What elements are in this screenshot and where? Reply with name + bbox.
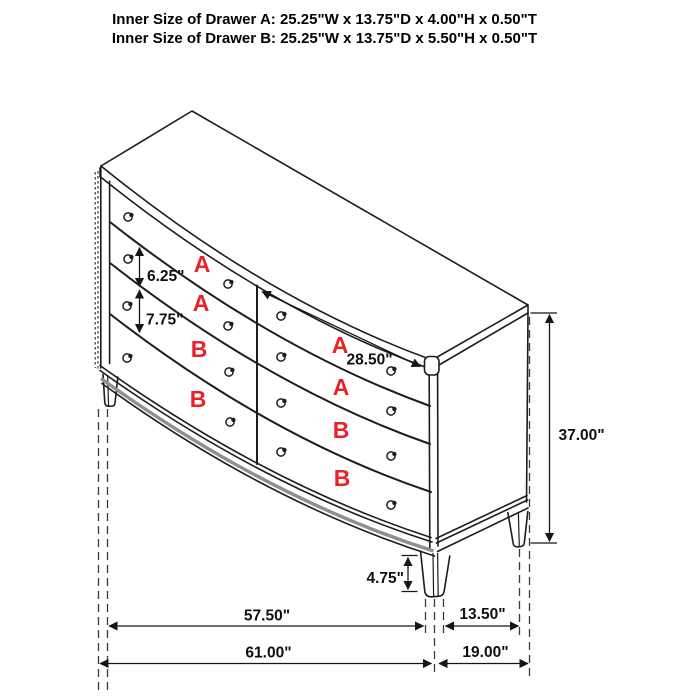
- front-right-leg: [421, 551, 450, 597]
- right-drawer3-label: B: [332, 417, 350, 443]
- dresser-front-face: [95, 167, 431, 492]
- overall-depth-label: 19.00": [462, 644, 509, 661]
- dresser-legs: [103, 375, 528, 597]
- dimension-lines: [100, 248, 557, 664]
- dresser-base-band: [100, 366, 435, 557]
- overall-height-label: 37.00": [558, 427, 605, 444]
- left-drawer2-label: A: [192, 290, 210, 316]
- left-drawer1-label: A: [193, 251, 211, 277]
- right-drawer2-label: A: [332, 374, 350, 400]
- corner-post-cap: [425, 357, 440, 376]
- title-line-drawer-b: Inner Size of Drawer B: 25.25"W x 13.75"D x 5.50"H x 0.50"T: [111, 29, 538, 47]
- title-line-drawer-a: Inner Size of Drawer A: 25.25"W x 13.75"D x 4.00"H x 0.50"T: [112, 11, 537, 28]
- side-leg-spacing-label: 13.50": [459, 606, 506, 623]
- drawer-width-label: 28.50": [346, 351, 393, 369]
- drawer-b-height-label: 7.75": [146, 311, 184, 329]
- dresser-top-surface: [100, 111, 528, 369]
- dresser-right-side-panel: [425, 313, 529, 552]
- right-drawer4-label: B: [333, 465, 351, 491]
- overall-width-label: 61.00": [245, 644, 292, 662]
- leg-height-label: 4.75": [366, 570, 405, 587]
- front-leg-spacing-label: 57.50": [243, 607, 291, 625]
- dimension-labels: [146, 268, 605, 662]
- right-drawer1-label: A: [331, 332, 349, 358]
- left-drawer4-label: B: [189, 386, 207, 412]
- left-drawer3-label: B: [190, 336, 208, 362]
- drawer-a-height-label: 6.25": [147, 268, 185, 285]
